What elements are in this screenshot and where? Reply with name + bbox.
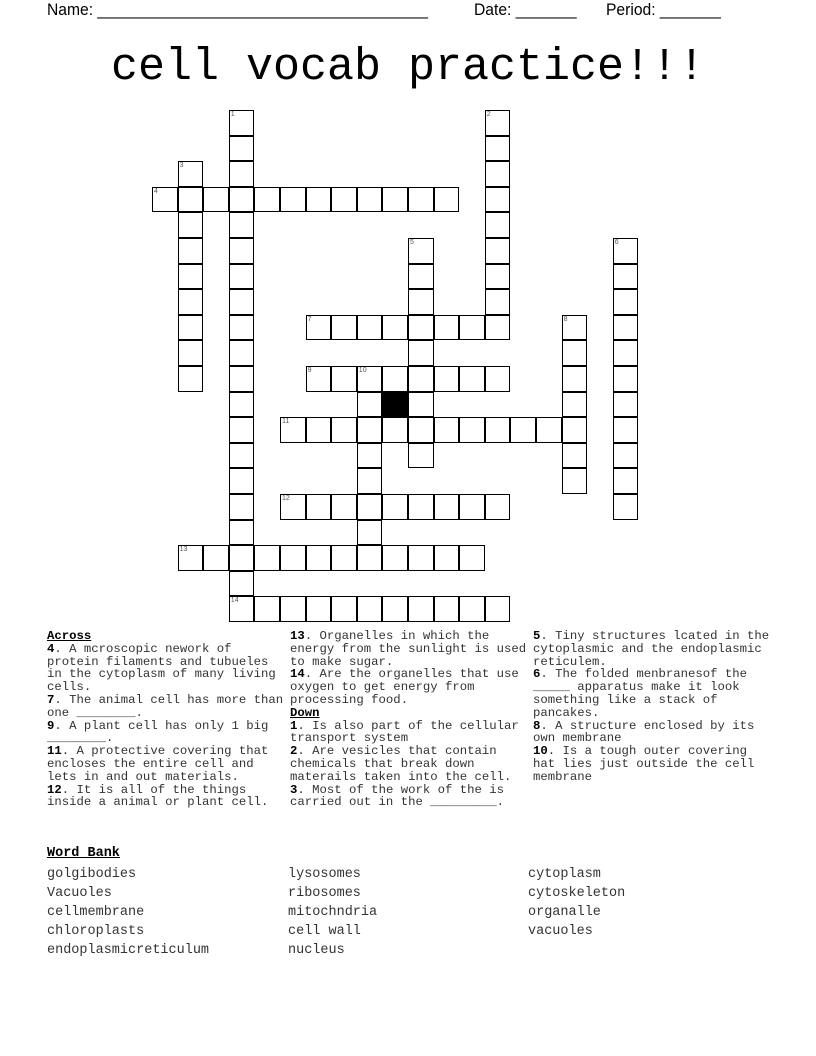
clue-across-7: 7. The animal cell has more than one ________.	[47, 692, 284, 720]
date-blank: _______	[515, 0, 577, 19]
crossword-cell[interactable]	[229, 110, 255, 136]
crossword-cell[interactable]	[178, 366, 204, 392]
crossword-cell[interactable]	[280, 596, 306, 622]
crossword-cell[interactable]	[485, 494, 511, 520]
crossword-cell[interactable]	[408, 187, 434, 213]
clue-number: 14	[230, 597, 239, 605]
crossword-cell[interactable]	[357, 392, 383, 418]
crossword-cell[interactable]	[229, 545, 255, 571]
crossword-cell[interactable]	[178, 545, 204, 571]
crossword-cell[interactable]	[485, 366, 511, 392]
crossword-cell[interactable]	[254, 545, 280, 571]
crossword-cell[interactable]	[510, 417, 536, 443]
crossword-cell[interactable]	[229, 340, 255, 366]
word-bank-item: Vacuoles	[47, 886, 112, 901]
crossword-cell[interactable]	[562, 392, 588, 418]
crossword-cell[interactable]	[434, 545, 460, 571]
clue-across-14: 14. Are the organelles that use oxygen to get energy from processing food.	[290, 667, 519, 707]
crossword-cell[interactable]	[382, 545, 408, 571]
clue-number: 5	[410, 239, 414, 246]
clue-down-6: 6. The folded menbranesof the _____ apparatus make it look something like a stack of pancakes.	[533, 667, 748, 720]
crossword-cell[interactable]	[408, 340, 434, 366]
crossword-cell[interactable]	[382, 187, 408, 213]
clues-column-1	[47, 630, 287, 809]
crossword-cell[interactable]	[485, 596, 511, 622]
clue-number: 8	[563, 315, 568, 323]
crossword-cell[interactable]	[229, 161, 255, 187]
clue-down-1: 1. Is also part of the cellular transport system	[290, 718, 519, 746]
crossword-cell[interactable]	[382, 315, 408, 341]
word-bank-item: mitochndria	[288, 905, 378, 920]
crossword-cell[interactable]	[229, 571, 255, 597]
crossword-cell[interactable]	[229, 392, 255, 418]
crossword-cell[interactable]	[613, 315, 639, 341]
clues-column-2	[290, 630, 530, 809]
crossword-cell[interactable]	[562, 443, 588, 469]
crossword-cell[interactable]	[306, 596, 332, 622]
crossword-cell[interactable]	[178, 187, 204, 213]
crossword-cell[interactable]	[357, 468, 383, 494]
crossword-cell[interactable]	[459, 417, 485, 443]
crossword-cell[interactable]	[408, 238, 434, 264]
crossword-cell[interactable]	[357, 520, 383, 546]
crossword-cell[interactable]	[229, 315, 255, 341]
word-bank-item: ribosomes	[288, 886, 361, 901]
crossword-cell[interactable]	[382, 366, 408, 392]
crossword-cell[interactable]	[280, 417, 306, 443]
clue-number: 7	[307, 315, 312, 323]
crossword-cell[interactable]	[382, 417, 408, 443]
crossword-cell[interactable]	[357, 417, 383, 443]
crossword-cell[interactable]	[306, 545, 332, 571]
crossword-cell[interactable]	[229, 443, 255, 469]
crossword-cell[interactable]	[408, 443, 434, 469]
crossword-cell[interactable]	[229, 468, 255, 494]
page-title: cell vocab practice!!!	[110, 42, 706, 93]
date-label: Date:	[474, 0, 512, 19]
crossword-cell[interactable]	[229, 187, 255, 213]
word-bank-item: lysosomes	[288, 867, 361, 882]
crossword-cell[interactable]	[229, 212, 255, 238]
crossword-cell[interactable]	[357, 366, 383, 392]
clue-number: 4	[154, 187, 158, 195]
crossword-cell[interactable]	[408, 417, 434, 443]
crossword-cell[interactable]	[485, 110, 511, 136]
crossword-cell[interactable]	[459, 545, 485, 571]
crossword-cell[interactable]	[280, 545, 306, 571]
crossword-cell[interactable]	[408, 366, 434, 392]
crossword-cell[interactable]	[229, 494, 255, 520]
crossword-cell[interactable]	[613, 417, 639, 443]
crossword-cell[interactable]	[203, 187, 229, 213]
crossword-cell[interactable]	[331, 494, 357, 520]
crossword-cell[interactable]	[613, 340, 639, 366]
crossword-cell[interactable]	[178, 289, 204, 315]
crossword-cell[interactable]	[434, 596, 460, 622]
crossword-cell[interactable]	[434, 187, 460, 213]
word-bank-item: cytoplasm	[528, 867, 601, 882]
crossword-cell[interactable]	[459, 494, 485, 520]
clue-down-10: 10. Is a tough outer covering hat lies just outside the cell membrane	[533, 744, 755, 784]
crossword-cell[interactable]	[331, 417, 357, 443]
crossword-cell[interactable]	[306, 494, 332, 520]
crossword-cell[interactable]	[280, 494, 306, 520]
crossword-cell[interactable]	[485, 238, 511, 264]
word-bank-item: chloroplasts	[47, 924, 145, 939]
crossword-cell[interactable]	[562, 340, 588, 366]
across-heading: Across	[47, 629, 92, 643]
date-field[interactable]	[474, 0, 577, 20]
crossword-cell[interactable]	[613, 443, 639, 469]
crossword-cell[interactable]	[485, 212, 511, 238]
crossword-cell[interactable]	[613, 392, 639, 418]
crossword-cell[interactable]	[203, 545, 229, 571]
crossword-cell[interactable]	[357, 443, 383, 469]
crossword-cell[interactable]	[434, 494, 460, 520]
clue-number: 12	[282, 495, 290, 502]
crossword-cell[interactable]	[331, 545, 357, 571]
crossword-cell[interactable]	[485, 161, 511, 187]
crossword-cell[interactable]	[382, 596, 408, 622]
word-bank-item: cellmembrane	[47, 905, 145, 920]
clue-down-3: 3. Most of the work of the is carried out in the _________.	[290, 782, 505, 810]
crossword-cell[interactable]	[408, 392, 434, 418]
clue-across-11: 11. A protective covering that encloses the entire cell and lets in and out materials.	[47, 744, 269, 784]
crossword-cell[interactable]	[357, 494, 383, 520]
word-bank-column-2	[288, 865, 377, 960]
clue-number: 1	[230, 111, 235, 118]
word-bank-item: organalle	[528, 905, 601, 920]
crossword-cell[interactable]	[229, 238, 255, 264]
crossword-cell[interactable]	[408, 264, 434, 290]
period-field[interactable]	[606, 0, 721, 20]
word-bank-heading: Word Bank	[47, 846, 120, 861]
crossword-cell[interactable]	[613, 468, 639, 494]
clue-number: 11	[282, 418, 290, 426]
clue-across-9: 9. A plant cell has only 1 big ________.	[47, 718, 269, 746]
crossword-cell[interactable]	[485, 417, 511, 443]
crossword-cell[interactable]	[613, 289, 639, 315]
crossword-cell[interactable]	[408, 545, 434, 571]
crossword-cell[interactable]	[306, 417, 332, 443]
crossword-cell[interactable]	[562, 417, 588, 443]
crossword-cell[interactable]	[357, 315, 383, 341]
crossword-cell[interactable]	[613, 238, 639, 264]
crossword-cell[interactable]	[357, 545, 383, 571]
clue-number: 10	[358, 367, 367, 374]
word-bank-item: vacuoles	[528, 924, 593, 939]
crossword-cell[interactable]	[306, 315, 332, 341]
crossword-cell[interactable]	[434, 417, 460, 443]
crossword-cell[interactable]	[229, 596, 255, 622]
clue-number: 2	[486, 111, 491, 118]
crossword-cell[interactable]	[562, 366, 588, 392]
clue-across-12: 12. It is all of the things inside a animal or plant cell.	[47, 782, 269, 810]
crossword-cell[interactable]	[178, 315, 204, 341]
word-bank-column-1	[47, 865, 209, 960]
crossword-cell[interactable]	[178, 161, 204, 187]
crossword-cell[interactable]	[229, 289, 255, 315]
crossword-cell[interactable]	[357, 187, 383, 213]
crossword-cell[interactable]	[408, 315, 434, 341]
name-blank: ______________________________________	[97, 0, 428, 19]
clue-number: 9	[307, 367, 312, 374]
crossword-cell[interactable]	[459, 596, 485, 622]
crossword-cell[interactable]	[485, 315, 511, 341]
word-bank-item: golgibodies	[47, 867, 137, 882]
crossword-cell[interactable]	[331, 187, 357, 213]
crossword-cell[interactable]	[485, 264, 511, 290]
word-bank-item: nucleus	[288, 943, 345, 958]
crossword-cell[interactable]	[408, 494, 434, 520]
crossword-cell[interactable]	[152, 187, 178, 213]
crossword-cell[interactable]	[178, 212, 204, 238]
crossword-cell[interactable]	[434, 366, 460, 392]
clue-number: 6	[614, 239, 619, 246]
crossword-cell[interactable]	[613, 264, 639, 290]
crossword-cell[interactable]	[459, 315, 485, 341]
period-label: Period:	[606, 0, 656, 19]
clues-column-3	[533, 630, 773, 784]
crossword-cell[interactable]	[613, 366, 639, 392]
word-bank-column-3	[528, 865, 625, 941]
clue-across-13: 13. Organelles in which the energy from the sunlight is used to make sugar.	[290, 629, 527, 669]
clue-across-4: 4. A mcroscopic nework of protein filaments and tubueles in the cytoplasm of many living cells.	[47, 641, 276, 695]
word-bank-item: cell wall	[288, 924, 361, 939]
crossword-cell[interactable]	[229, 136, 255, 162]
crossword-cell[interactable]	[485, 187, 511, 213]
crossword-cell[interactable]	[536, 417, 562, 443]
crossword-cell[interactable]	[562, 468, 588, 494]
clue-number: 3	[179, 162, 184, 170]
crossword-cell[interactable]	[254, 596, 280, 622]
crossword-cell[interactable]	[485, 136, 511, 162]
crossword-cell[interactable]	[178, 264, 204, 290]
down-heading: Down	[290, 705, 320, 720]
crossword-cell[interactable]	[434, 315, 460, 341]
crossword-cell[interactable]	[331, 315, 357, 341]
crossword-cell[interactable]	[229, 264, 255, 290]
crossword-cell[interactable]	[357, 596, 383, 622]
black-cell	[382, 392, 408, 418]
crossword-cell[interactable]	[459, 366, 485, 392]
crossword-cell[interactable]	[254, 187, 280, 213]
crossword-cell[interactable]	[229, 520, 255, 546]
clue-down-2: 2. Are vesicles that contain chemicals that break down materails taken into the cell.	[290, 744, 512, 784]
crossword-cell[interactable]	[306, 187, 332, 213]
period-blank: _______	[659, 0, 721, 19]
crossword-cell[interactable]	[485, 289, 511, 315]
crossword-cell[interactable]	[408, 596, 434, 622]
crossword-cell[interactable]	[178, 238, 204, 264]
clue-down-8: 8. A structure enclosed by its own membrane	[533, 718, 755, 746]
name-label: Name:	[47, 0, 94, 19]
name-field[interactable]	[47, 0, 428, 20]
crossword-cell[interactable]	[331, 596, 357, 622]
crossword-cell[interactable]	[306, 366, 332, 392]
crossword-cell[interactable]	[178, 340, 204, 366]
word-bank-item: cytoskeleton	[528, 886, 626, 901]
crossword-cell[interactable]	[382, 494, 408, 520]
crossword-cell[interactable]	[229, 366, 255, 392]
crossword-cell[interactable]	[562, 315, 588, 341]
crossword-cell[interactable]	[280, 187, 306, 213]
clue-down-5: 5. Tiny structures lcated in the cytoplasmic and the endoplasmic reticulem.	[533, 629, 770, 669]
word-bank-item: endoplasmicreticulum	[47, 943, 210, 958]
crossword-cell[interactable]	[331, 366, 357, 392]
crossword-cell[interactable]	[229, 417, 255, 443]
crossword-cell[interactable]	[408, 289, 434, 315]
crossword-cell[interactable]	[613, 494, 639, 520]
clue-number: 13	[179, 546, 188, 554]
